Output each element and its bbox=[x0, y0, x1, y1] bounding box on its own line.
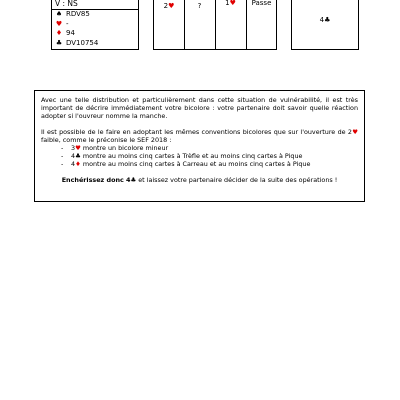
list-item: - 4♦ montre au moins cinq cartes à Carreau et au moins cinq cartes à Pique bbox=[71, 160, 358, 168]
heart-icon: ♥ bbox=[229, 0, 236, 7]
commentary-box bbox=[34, 90, 365, 202]
hand-row-hearts bbox=[52, 20, 138, 30]
club-icon: ♣ bbox=[130, 176, 137, 184]
auction-cell-west bbox=[154, 2, 184, 10]
hand-row-spades bbox=[52, 10, 138, 20]
list-item: - 4♣ montre au moins cinq cartes à Trèfle et au moins cinq cartes à Pique bbox=[71, 152, 358, 160]
club-icon: ♣ bbox=[55, 38, 63, 47]
auction-cell-north bbox=[184, 2, 215, 10]
conclusion: Enchérissez donc 4♣ et laissez votre partenaire décider de la suite des opérations ! bbox=[61, 176, 338, 184]
heart-icon: ♥ bbox=[351, 128, 358, 136]
commentary-paragraph-1: Avec une telle distribution et particulièrement dans cette situation de vulnérabilité, il est très important de décrire immédiatement votre bicolore : votre partenaire doit savoir quelle réaction adopter si l'ouvreur nomme la manche. bbox=[41, 96, 358, 120]
auction-table bbox=[153, 0, 277, 50]
hand-row-clubs bbox=[52, 39, 138, 49]
auction-question: ? bbox=[197, 2, 202, 10]
auction-divider bbox=[215, 0, 216, 49]
commentary-paragraph-2: Il est possible de le faire en adoptant les mêmes conventions bicolores que sur l'ouverture de 2♥ faible, comme le préconise le SEF 2018 : bbox=[41, 128, 358, 144]
club-cards: DV10754 bbox=[66, 38, 99, 47]
spade-cards: RDV85 bbox=[66, 10, 90, 18]
vulnerability-label: V : NS bbox=[52, 0, 138, 10]
auction-bid-level: 1 bbox=[225, 0, 230, 7]
convention-list bbox=[41, 144, 358, 168]
diamond-cards: 94 bbox=[66, 29, 75, 37]
list-item: - 3♥ montre un bicolore mineur bbox=[71, 144, 358, 152]
auction-bid-level: 2 bbox=[163, 2, 169, 10]
diamond-icon: ♦ bbox=[55, 29, 63, 37]
heart-icon: ♥ bbox=[168, 2, 175, 10]
auction-divider bbox=[246, 0, 247, 49]
heart-icon: ♥ bbox=[75, 144, 81, 152]
club-icon: ♣ bbox=[75, 152, 81, 160]
hand-row-diamonds bbox=[52, 29, 138, 39]
heart-cards: - bbox=[66, 19, 69, 28]
auction-cell-south bbox=[246, 0, 277, 7]
answer-box bbox=[291, 0, 359, 50]
club-icon: ♣ bbox=[324, 16, 331, 24]
auction-cell-east bbox=[215, 0, 246, 7]
auction-pass: Passe bbox=[251, 0, 272, 7]
spade-icon: ♠ bbox=[55, 10, 63, 18]
hand-box bbox=[51, 0, 139, 50]
diamond-icon: ♦ bbox=[75, 160, 81, 168]
answer-bid: 4♣ bbox=[319, 16, 331, 24]
heart-icon: ♥ bbox=[55, 19, 63, 28]
